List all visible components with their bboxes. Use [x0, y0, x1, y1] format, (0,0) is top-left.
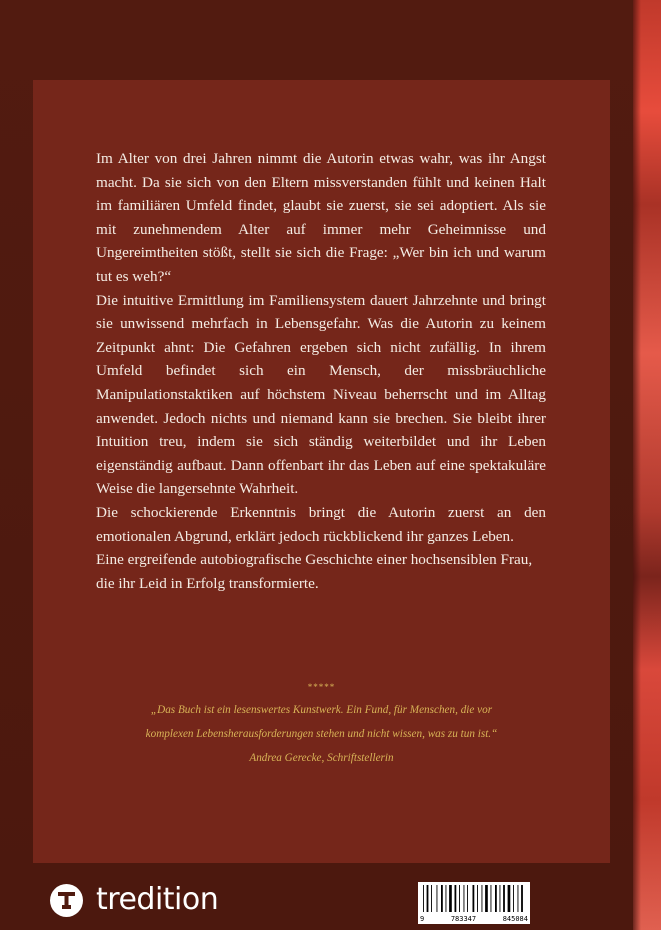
barcode-bar — [467, 885, 468, 912]
blurb-paragraph-1: Im Alter von drei Jahren nimmt die Autorin etwas wahr, was ihr Angst macht. Da sie sich von den Eltern missverstanden fühlt und keinen Halt im familiären Umfeld findet, glaubt sie zuerst, sie sei adoptiert. Als sie mit zunehmendem Alter auf immer mehr Geheimnisse und Ungereimtheiten stößt, stellt sie sich die Frage: „Wer bin ich und warum tut es weh?“ — [96, 150, 546, 285]
blurb-paragraph-2: Die intuitive Ermittlung im Familiensystem dauert Jahrzehnte und bringt sie unwissend mehrfach in Lebensgefahr. Was die Autorin zu keinem Zeitpunkt ahnt: Die Gefahren ergeben sich nicht zufällig. In ihrem Umfeld befindet sich ein Mensch, der missbräuchliche Manipulationstaktiken auf höchstem Niveau beherrscht und im Alltag anwendet. Jedoch nichts und niemand kann sie brechen. Sie bleibt ihrer Intuition treu, indem sie sich ständig weiterbildet und ihr Leben eigenständig aufbaut. Dann offenbart ihr das Leben auf eine spektakuläre Weise die langersehnte Wahrheit. — [96, 291, 546, 498]
barcode-bar — [464, 885, 465, 912]
barcode-digits-right: 845084 — [502, 915, 528, 923]
barcode-bar — [459, 885, 460, 912]
barcode-bar — [441, 885, 443, 912]
barcode-bar — [503, 885, 505, 912]
barcode-bar — [473, 885, 475, 912]
barcode-bar — [491, 885, 492, 912]
publisher-name: tredition — [96, 882, 219, 917]
barcode-bar — [477, 885, 478, 912]
tredition-logo-icon — [50, 884, 83, 917]
quote-line-1: „Das Buch ist ein lesenswertes Kunstwerk. Ein Fund, für Menschen, die vor — [150, 704, 493, 716]
barcode-bar — [423, 885, 424, 912]
barcode-bar — [518, 885, 519, 912]
quote-attribution: Andrea Gerecke, Schriftstellerin — [249, 752, 394, 764]
front-cover-edge — [633, 0, 661, 930]
barcode-bar — [521, 885, 523, 912]
blurb-paragraph-3: Die schockierende Erkenntnis bringt die Autorin zuerst an den emotionalen Abgrund, erklärt jedoch rückblickend ihr ganzes Leben. — [96, 503, 546, 545]
barcode-digits-left: 783347 — [450, 915, 477, 923]
barcode-bar — [495, 885, 497, 912]
barcode-bar — [455, 885, 457, 912]
barcode-bar — [482, 885, 483, 912]
barcode-bars — [423, 885, 525, 912]
book-blurb — [96, 147, 546, 595]
text-panel — [33, 80, 610, 863]
barcode-bar — [485, 885, 488, 912]
barcode-bar — [446, 885, 447, 912]
barcode-bar — [513, 885, 514, 912]
rating-stars: ***** — [307, 682, 336, 692]
barcode-bar — [431, 885, 432, 912]
barcode-digit-first: 9 — [420, 915, 425, 923]
isbn-barcode — [418, 882, 530, 924]
blurb-paragraph-4: Eine ergreifende autobiografische Geschichte einer hochsensiblen Frau, die ihr Leid in Erfolg transformierte. — [96, 551, 533, 592]
barcode-bar — [508, 885, 511, 912]
publisher-logo — [50, 882, 218, 918]
review-quote — [73, 680, 570, 770]
barcode-bar — [427, 885, 429, 912]
barcode-bar — [437, 885, 438, 912]
barcode-bar — [500, 885, 501, 912]
barcode-bar — [449, 885, 452, 912]
quote-line-2: komplexen Lebensherausforderungen stehen und nicht wissen, was zu tun ist.“ — [145, 728, 498, 740]
